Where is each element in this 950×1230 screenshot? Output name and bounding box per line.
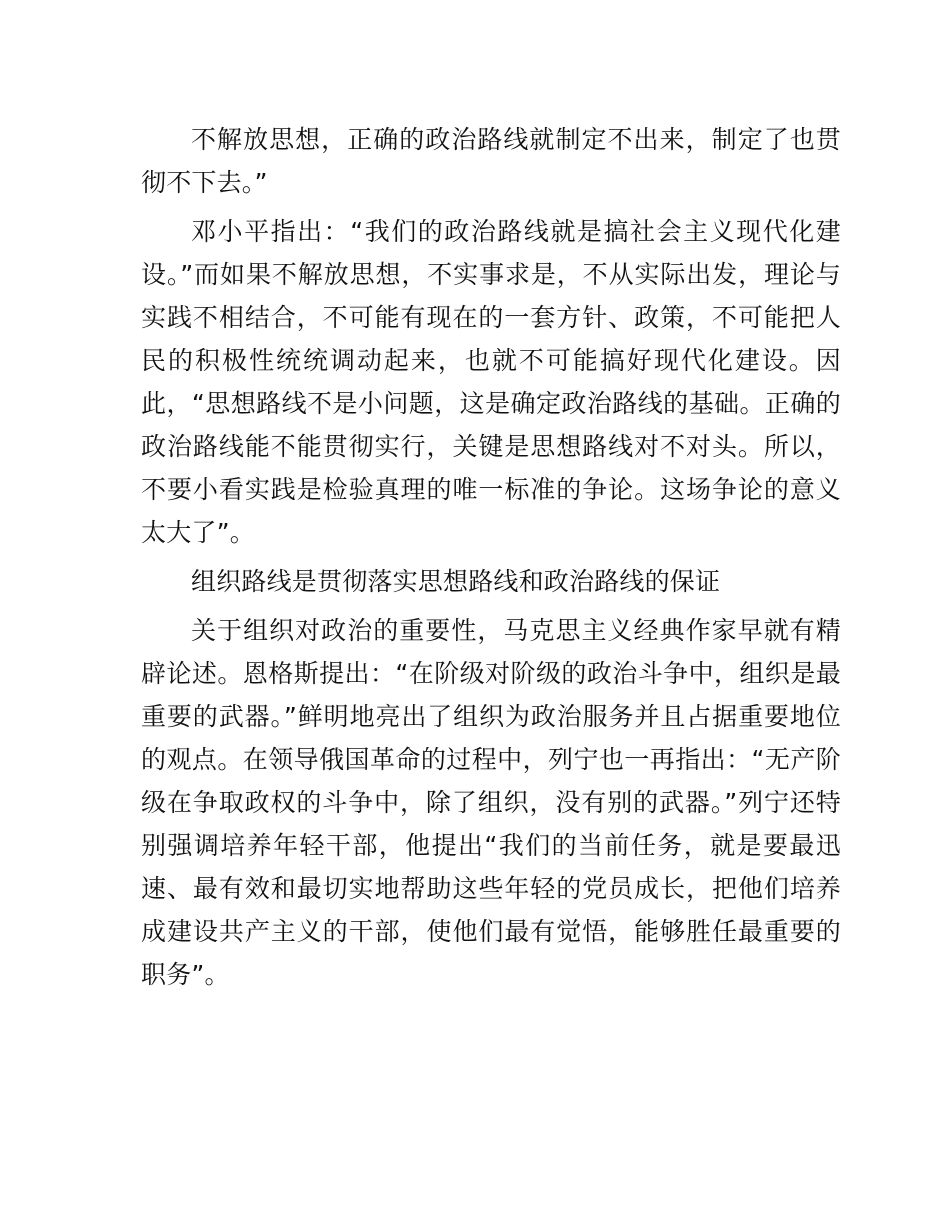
paragraph-continuation: 不解放思想，正确的政治路线就制定不出来，制定了也贯彻不下去。” (141, 125, 841, 197)
document-body (141, 118, 841, 996)
paragraph-deng-xiaoping-quote: 邓小平指出：“我们的政治路线就是搞社会主义现代化建设。”而如果不解放思想，不实事求是，不从实际出发，理论与实践不相结合，不可能有现在的一套方针、政策，不可能把人民的积极性统统调动起来，也就不可能搞好现代化建设。因此，“思想路线不是小问题，这是确定政治路线的基础。正确的政治路线能不能贯彻实行，关键是思想路线对不对头。所以，不要小看实践是检验真理的唯一标准的争论。这场争论的意义太大了”。 (141, 217, 841, 547)
paragraph-marxist-classics: 关于组织对政治的重要性，马克思主义经典作家早就有精辟论述。恩格斯提出：“在阶级对阶级的政治斗争中，组织是最重要的武器。”鲜明地亮出了组织为政治服务并且占据重要地位的观点。在领导俄国革命的过程中，列宁也一再指出：“无产阶级在争取政权的斗争中，除了组织，没有别的武器。”列宁还特别强调培养年轻干部，他提出“我们的当前任务，就是要最迅速、最有效和最切实地帮助这些年轻的党员成长，把他们培养成建设共产主义的干部，使他们最有觉悟，能够胜任最重要的职务”。 (141, 616, 841, 989)
section-heading-organizational-line: 组织路线是贯彻落实思想路线和政治路线的保证 (191, 567, 721, 596)
